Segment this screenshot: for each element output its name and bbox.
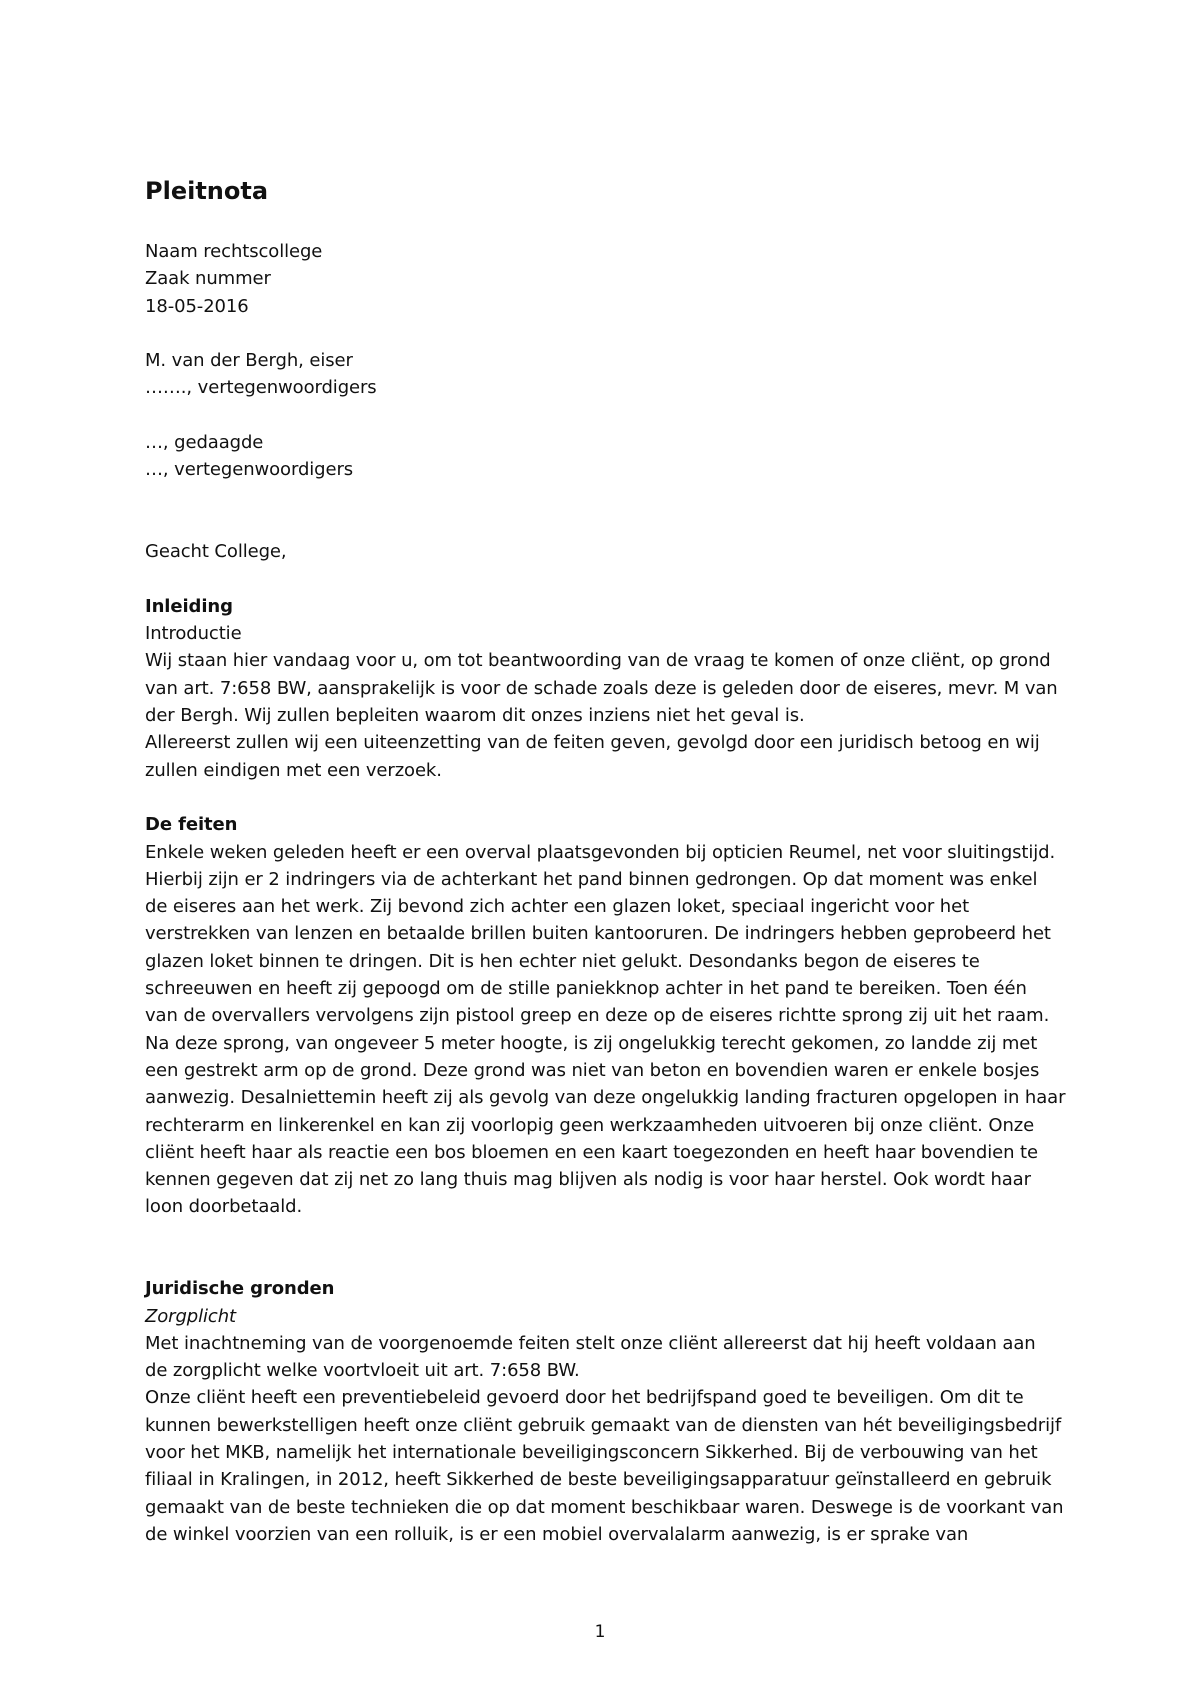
section-heading: Inleiding <box>145 595 233 617</box>
paragraph-line: de zorgplicht welke voortvloeit uit art. 7:658 BW. <box>145 1360 580 1382</box>
paragraph-line: der Bergh. Wij zullen bepleiten waarom dit onzes inziens niet het geval is. <box>145 705 805 727</box>
paragraph-line: Met inachtneming van de voorgenoemde feiten stelt onze cliënt allereerst dat hij heeft voldaan aan <box>145 1332 1036 1354</box>
paragraph-line: van de overvallers vervolgens zijn pistool greep en deze op de eiseres richtte sprong zij uit het raam. <box>145 1005 1050 1027</box>
plaintiff-representatives: ……., vertegenwoordigers <box>145 377 377 399</box>
paragraph-line: de eiseres aan het werk. Zij bevond zich achter een glazen loket, speciaal ingericht voor het <box>145 896 970 918</box>
paragraph-line: kennen gegeven dat zij net zo lang thuis mag blijven als nodig is voor haar herstel. Ook wordt haar <box>145 1169 1031 1191</box>
paragraph-line: loon doorbetaald. <box>145 1196 303 1218</box>
paragraph-line: glazen loket binnen te dringen. Dit is hen echter niet gelukt. Desondanks begon de eiseres te <box>145 950 980 972</box>
document-title: Pleitnota <box>145 177 269 205</box>
salutation: Geacht College, <box>145 541 287 563</box>
section-subheading: Introductie <box>145 623 242 645</box>
paragraph-line: Wij staan hier vandaag voor u, om tot beantwoording van de vraag te komen of onze cliënt, op grond <box>145 650 1051 672</box>
paragraph-line: Na deze sprong, van ongeveer 5 meter hoogte, is zij ongelukkig terecht gekomen, zo landde zij met <box>145 1032 1038 1054</box>
section-inleiding <box>145 593 1065 784</box>
section-feiten <box>145 811 1065 1220</box>
document-page <box>145 172 1065 1548</box>
paragraph-line: kunnen bewerkstelligen heeft onze cliënt gebruik gemaakt van de diensten van hét beveiligingsbedrijf <box>145 1414 1062 1436</box>
case-number: Zaak nummer <box>145 268 271 290</box>
paragraph-line: Enkele weken geleden heeft er een overval plaatsgevonden bij opticien Reumel, net voor sluitingstijd. <box>145 841 1056 863</box>
paragraph-line: filiaal in Kralingen, in 2012, heeft Sikkerhed de beste beveiligingsapparatuur geïnstalleerd en gebruik <box>145 1469 1052 1491</box>
paragraph-line: voor het MKB, namelijk het internationale beveiligingsconcern Sikkerhed. Bij de verbouwing van het <box>145 1442 1038 1464</box>
section-heading: Juridische gronden <box>145 1278 335 1300</box>
paragraph-line: zullen eindigen met een verzoek. <box>145 759 442 781</box>
date: 18-05-2016 <box>145 295 249 317</box>
paragraph-line: van art. 7:658 BW, aansprakelijk is voor de schade zoals deze is geleden door de eiseres, mevr. M van <box>145 677 1058 699</box>
paragraph-line: Hierbij zijn er 2 indringers via de achterkant het pand binnen gedrongen. Op dat moment was enkel <box>145 868 1038 890</box>
section-subheading: Zorgplicht <box>145 1305 236 1327</box>
page-number: 1 <box>594 1622 606 1642</box>
paragraph-line: schreeuwen en heeft zij gepoogd om de stille paniekknop achter in het pand te bereiken. Toen één <box>145 978 1027 1000</box>
defendant-info <box>145 429 1065 484</box>
paragraph-line: een gestrekt arm op de grond. Deze grond was niet van beton en bovendien waren er enkele bosjes <box>145 1059 1040 1081</box>
paragraph-line: rechterarm en linkerenkel en kan zij voorlopig geen werkzaamheden uitvoeren bij onze cliënt. Onze <box>145 1114 1035 1136</box>
paragraph-line: verstrekken van lenzen en betaalde brillen buiten kantooruren. De indringers hebben geprobeerd het <box>145 923 1051 945</box>
defendant-name: …, gedaagde <box>145 432 264 454</box>
plaintiff-name: M. van der Bergh, eiser <box>145 350 353 372</box>
section-heading: De feiten <box>145 814 238 836</box>
court-info <box>145 238 1065 320</box>
section-juridische-gronden <box>145 1275 1065 1548</box>
plaintiff-info <box>145 347 1065 402</box>
paragraph-line: cliënt heeft haar als reactie een bos bloemen en een kaart toegezonden en heeft haar bovendien te <box>145 1141 1038 1163</box>
paragraph-line: gemaakt van de beste technieken die op dat moment beschikbaar waren. Deswege is de voorkant van <box>145 1496 1064 1518</box>
defendant-representatives: …, vertegenwoordigers <box>145 459 354 481</box>
court-name: Naam rechtscollege <box>145 241 323 262</box>
paragraph-line: Allereerst zullen wij een uiteenzetting van de feiten geven, gevolgd door een juridisch betoog en wij <box>145 732 1040 754</box>
paragraph-line: Onze cliënt heeft een preventiebeleid gevoerd door het bedrijfspand goed te beveiligen. Om dit te <box>145 1387 1024 1409</box>
paragraph-line: de winkel voorzien van een rolluik, is er een mobiel overvalalarm aanwezig, is er sprake van <box>145 1523 969 1545</box>
paragraph-line: aanwezig. Desalniettemin heeft zij als gevolg van deze ongelukkig landing fracturen opgelopen in haar <box>145 1087 1066 1109</box>
